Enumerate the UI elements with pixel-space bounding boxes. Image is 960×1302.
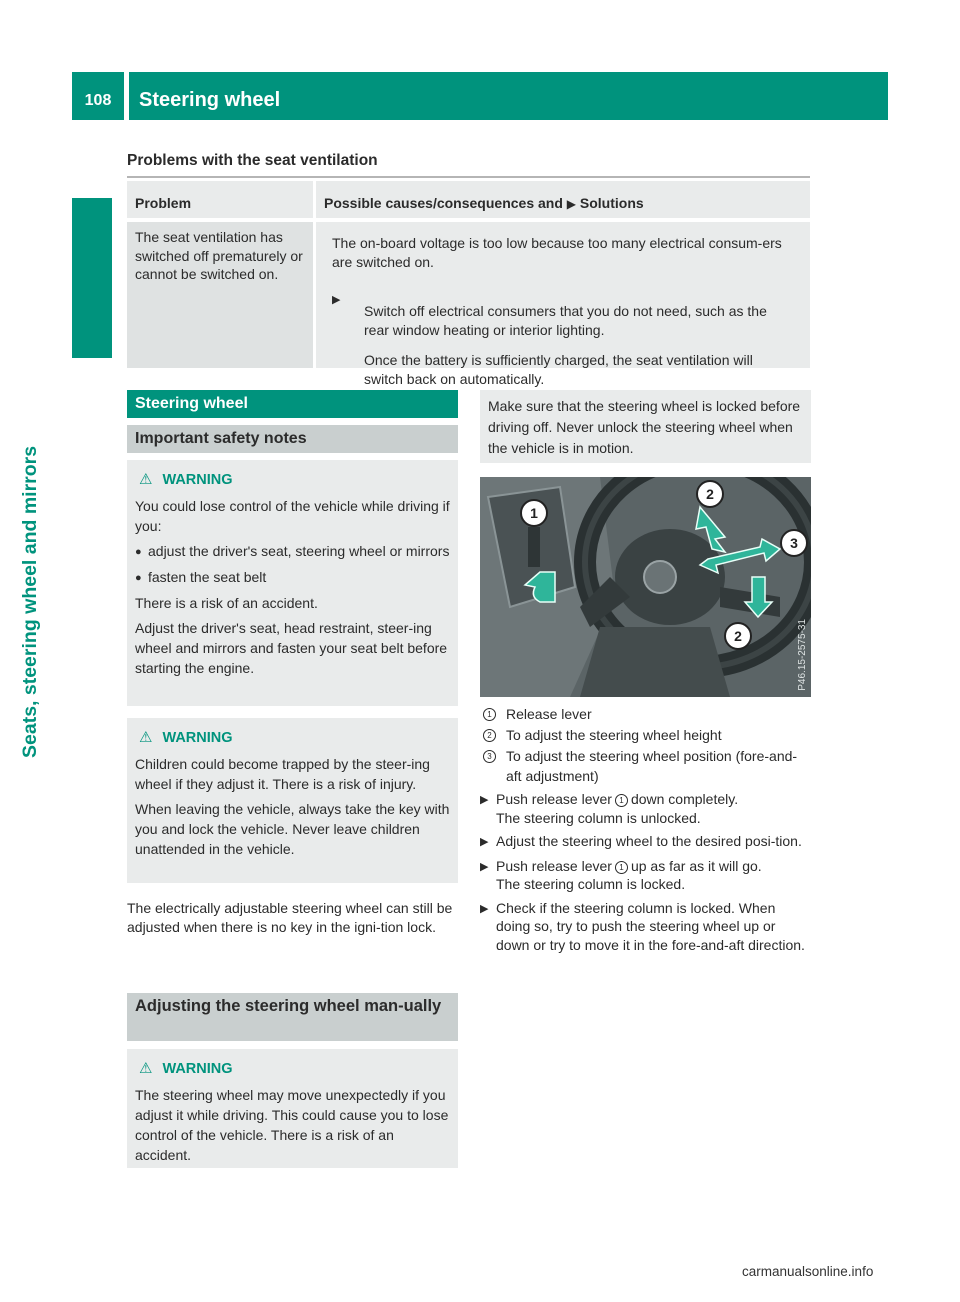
callout-number-icon: 3 [480,747,496,786]
legend-item [480,704,811,725]
warning-risk: There is a risk of an accident. [135,595,318,611]
page-title: Steering wheel [139,89,281,111]
warning-label: WARNING [162,1061,233,1077]
side-tab-marker [72,198,112,358]
warning-box [127,718,458,883]
page-number: 108 [84,92,112,109]
callout-number-icon: 1 [615,794,628,807]
table-header [127,181,810,218]
column-header-problem: Problem [127,181,313,218]
bullet-icon: ● [135,572,142,584]
instruction-steps [480,790,811,959]
divider [127,176,810,178]
table-row [127,222,810,387]
instruction-step [480,790,811,827]
legend-text: To adjust the steering wheel position (fore-and-aft adjustment) [506,748,798,784]
subsection-title: Important safety notes [127,425,458,453]
legend-item [480,725,811,746]
step-content [496,790,738,827]
note-box: Make sure that the steering wheel is locked before driving off. Never unlock the steering wheel when the vehicle is in motion. [480,390,811,463]
arrow-icon: ▶ [332,294,341,306]
arrow-icon: ▶ [480,794,489,806]
figure-code: P46.15-2575-31 [797,619,808,691]
side-tab-label: Seats, steering wheel and mirrors [19,445,41,758]
action-content [348,290,794,400]
legend-item [480,746,811,786]
step-text: Push release lever [496,857,612,874]
warning-intro: You could lose control of the vehicle while driving if you: [135,498,450,534]
step-text: Push release lever [496,791,612,807]
legend-text: To adjust the steering wheel height [506,727,722,743]
action-item [324,284,802,406]
warning-triangle-icon: ⚠ [139,1060,153,1077]
warning-heading [135,470,450,490]
steering-wheel-figure [480,477,811,697]
callout-number-icon: 2 [480,726,496,746]
watermark: carmanualsonline.info [742,1264,874,1279]
step-text: up as far as it will go. [630,857,762,874]
column-header-solutions [316,181,810,218]
warning-label: WARNING [162,730,233,746]
warning-triangle-icon: ⚠ [139,471,153,488]
arrow-icon: ▶ [480,836,489,848]
arrow-icon: ▶ [480,860,489,873]
column-header-solutions-suffix: Solutions [579,195,644,211]
list-item [135,541,450,562]
instruction-step [480,832,811,852]
warning-box [127,460,458,706]
step-result: The steering column is locked. [496,876,686,892]
action-text: Switch off electrical consumers that you do not need, such as the rear window heating or interior lighting. [364,303,767,338]
cause-text: The on-board voltage is too low because too many electrical consum-ers are switched on. [332,235,782,270]
arrow-icon: ▶ [566,197,577,211]
problem-cell: The seat ventilation has switched off prematurely or cannot be switched on. [127,222,313,368]
callout-number-icon: 1 [480,705,496,725]
column-header-solutions-prefix: Possible causes/consequences and [324,195,563,211]
step-text: down completely. [630,791,739,807]
figure-legend [480,704,811,786]
legend-text: Release lever [506,706,592,722]
step-text: Adjust the steering wheel to the desired posi-tion. [496,833,802,849]
warning-label: WARNING [162,472,233,488]
list-item [135,567,450,588]
warning-text: The steering wheel may move unexpectedly if you adjust it while driving. This could cause you to lose control of the vehicle. There is a risk of an accident. [135,1087,449,1163]
problems-table [127,181,810,387]
warning-instruction: Adjust the driver's seat, head restraint, steer-ing wheel and mirrors and fasten your seat belt before starting the engine. [135,620,448,676]
arrow-icon: ▶ [480,902,489,915]
warning-heading [135,728,450,748]
step-result: The steering column is unlocked. [496,809,701,826]
problems-title: Problems with the seat ventilation [127,152,378,169]
callout-3: 3 [780,529,808,557]
callout-2: 2 [696,480,724,508]
warning-text: When leaving the vehicle, always take the key with you and lock the vehicle. Never leave children unattended in the vehicle. [135,801,450,857]
instruction-step [480,899,811,955]
instruction-step [480,857,811,894]
list-item-text: adjust the driver's seat, steering wheel or mirrors [148,543,450,559]
bullet-icon: ● [135,546,142,558]
callout-2b: 2 [724,622,752,650]
callout-number-icon: 1 [615,861,628,874]
warning-box [127,1049,458,1168]
list-item-text: fasten the seat belt [148,569,267,585]
callout-1: 1 [520,499,548,527]
header-separator [124,72,129,120]
step-content [496,857,762,894]
step-text: Check if the steering column is locked. When doing so, try to push the steering wheel up or down or try to move it in the fore-and-aft direction. [496,899,805,953]
warning-triangle-icon: ⚠ [139,729,153,746]
subsection-title: Adjusting the steering wheel man-ually [127,993,458,1041]
electric-note: The electrically adjustable steering wheel can still be adjusted when there is no key in the igni-tion lock. [127,900,453,935]
warning-heading [135,1059,450,1079]
section-title: Steering wheel [127,390,458,418]
warning-text: Children could become trapped by the steer-ing wheel if they adjust it. There is a risk of injury. [135,756,430,792]
action-result: Once the battery is sufficiently charged, the seat ventilation will switch back on automatically. [364,352,753,387]
solution-cell [316,222,810,387]
